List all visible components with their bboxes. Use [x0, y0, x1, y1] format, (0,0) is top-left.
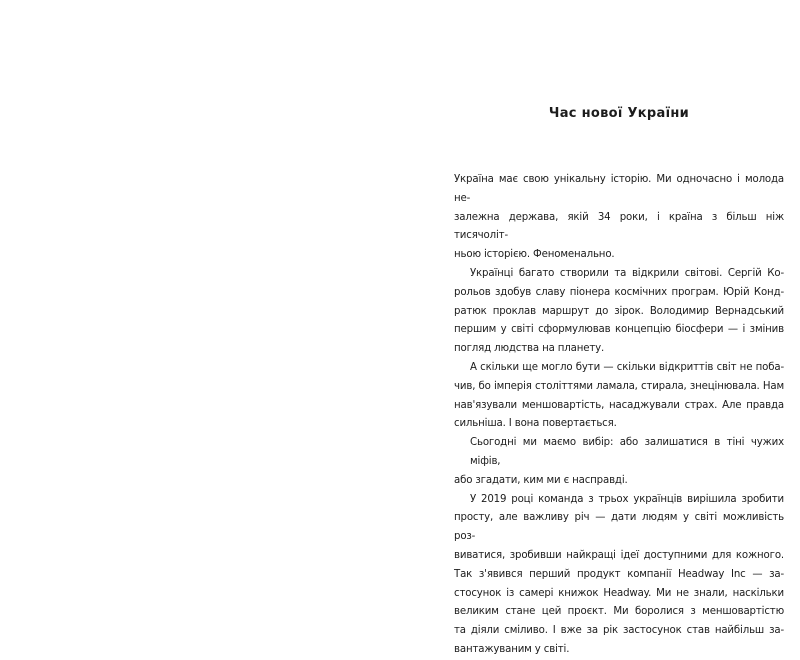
text-line: А скільки ще могло бути — скільки відкриттів світ не поба-: [470, 361, 784, 373]
text-line: Українці багато створили та відкрили світові. Сергій Ко-: [470, 267, 784, 279]
paragraph: [454, 171, 784, 265]
text-line: Сьогодні ми маємо вибір: або залишатися в тіні чужих міфів,: [470, 437, 784, 467]
text-line: виватися, зробивши найкращі ідеї доступними для кожного.: [454, 549, 784, 561]
paragraph: [454, 491, 784, 660]
text-line: залежна держава, якій 34 роки, і країна з більш ніж тисячоліт-: [454, 211, 784, 242]
paragraph: [454, 359, 784, 434]
text-line: рольов здобув славу піонера космічних програм. Юрій Конд-: [454, 286, 784, 298]
text-line: Україна має свою унікальну історію. Ми одночасно і молода не-: [454, 174, 784, 204]
text-line: Так з'явився перший продукт компанії Headway Inc — за-: [454, 568, 784, 580]
text-line: та діяли сміливо. І вже за рік застосунок став найбільш за-: [454, 625, 784, 637]
text-line: чив, бо імперія століттями ламала, стирала, знецінювала. Нам: [454, 380, 784, 392]
text-line: вантажуваним у світі.: [454, 643, 570, 655]
body-text: [454, 171, 784, 660]
text-line: У 2019 році команда з трьох українців вирішила зробити: [470, 493, 784, 505]
text-line: першим у світі сформулював концепцію біосфери — і змінив: [454, 324, 784, 336]
text-line: сильніша. І вона повертається.: [454, 418, 617, 430]
text-line: нав'язували меншовартість, насаджували страх. Але правда: [454, 399, 784, 411]
paragraph: [454, 265, 784, 359]
text-line: стосунок із самері книжок Headway. Ми не знали, наскільки: [454, 587, 784, 599]
text-line: великим стане цей проєкт. Ми боролися з меншовартістю: [454, 606, 784, 618]
paragraph: [454, 434, 784, 490]
text-line: або згадати, ким ми є насправді.: [454, 474, 628, 486]
page-title: Час нової України: [548, 106, 690, 121]
text-line: погляд людства на планету.: [454, 343, 605, 355]
text-line: ратюк проклав маршрут до зірок. Володимир Вернадський: [454, 305, 784, 317]
text-line: просту, але важливу річ — дати людям у світі можливість роз-: [454, 512, 784, 543]
text-line: ньою історією. Феноменально.: [454, 249, 615, 261]
